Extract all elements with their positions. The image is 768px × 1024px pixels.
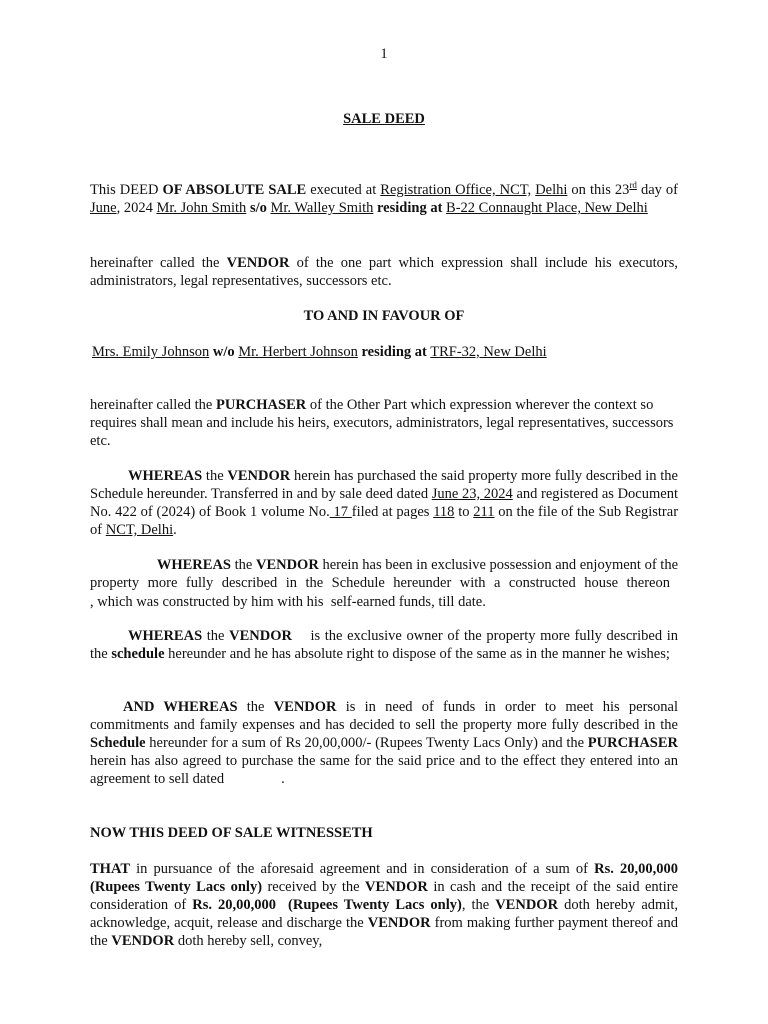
purchaser-role: PURCHASER	[587, 735, 678, 751]
text: from making further payment thereof and the	[90, 915, 678, 949]
text: executed at	[306, 182, 381, 198]
text: and registered as Document No. 422 of (2024) of Book 1 volume No.	[90, 486, 678, 520]
text: in cash and the receipt of the said entire consideration of	[90, 879, 678, 913]
purchaser-address: TRF-32, New Delhi	[430, 344, 547, 360]
whereas-clause-1	[90, 467, 678, 539]
text: herein has also agreed to purchase the same for the said price and to the effect they entered into an agreement to sell dated	[90, 753, 678, 787]
text: of the one part which expression shall include his executors, administrators, legal representatives, successors etc.	[90, 255, 678, 289]
purchaser-role: PURCHASER	[216, 397, 307, 413]
favour-heading-text: TO AND IN FAVOUR OF	[303, 308, 465, 324]
text: the	[231, 557, 256, 573]
text: hereinafter called the	[90, 255, 227, 271]
whereas-keyword: AND WHEREAS	[123, 699, 238, 715]
purchaser-name: Mrs. Emily Johnson	[92, 344, 210, 360]
residing-label: residing at	[361, 344, 427, 360]
witnesseth-heading	[90, 824, 373, 842]
whereas-clause-4	[90, 698, 678, 788]
whereas-clause-2	[90, 556, 678, 611]
text: .	[281, 771, 285, 787]
schedule-term: Schedule	[90, 735, 146, 751]
that-keyword: THAT	[90, 861, 131, 877]
text: to	[454, 504, 474, 520]
vendor-role: VENDOR	[273, 699, 337, 715]
vendor-address: B-22 Connaught Place, New Delhi	[446, 200, 648, 216]
vendor-role: VENDOR	[229, 628, 292, 644]
consideration-amount: Rs. 20,00,000 (Rupees Twenty Lacs only)	[192, 897, 462, 913]
residing-label: residing at	[377, 200, 443, 216]
whereas-keyword: WHEREAS	[156, 557, 231, 573]
page-start: 118	[433, 504, 455, 520]
vendor-role: VENDOR	[365, 879, 428, 895]
whereas-clause-3	[90, 627, 682, 663]
whereas-2-line-3: , which was constructed by him with his self-earned funds, till date.	[90, 594, 486, 610]
vendor-role: VENDOR	[367, 915, 431, 931]
consideration-amount: Rs. 20,00,000 (Rupees Twenty Lacs only)	[90, 861, 678, 895]
execution-month: June	[90, 200, 117, 216]
purchaser-clause	[90, 396, 680, 450]
text: the	[202, 628, 230, 644]
text: the	[202, 468, 228, 484]
text: hereunder for a sum of Rs 20,00,000/- (Rupees Twenty Lacs Only) and the	[145, 735, 588, 751]
text: on this 23	[567, 182, 630, 198]
text: day of	[636, 182, 679, 198]
text: in pursuance of the aforesaid agreement and in consideration of a sum of	[130, 861, 595, 877]
vendor-role: VENDOR	[111, 933, 175, 949]
execution-place: Registration Office, NCT,	[380, 182, 532, 198]
execution-city: Delhi	[535, 182, 568, 198]
witnesseth-heading-text: NOW THIS DEED OF SALE WITNESSETH	[90, 825, 373, 841]
sale-deed-date: June 23, 2024	[431, 486, 513, 502]
deed-type: OF ABSOLUTE SALE	[162, 182, 307, 198]
schedule-term: schedule	[111, 646, 165, 662]
deed-title-text: SALE DEED	[343, 111, 425, 127]
text: doth hereby sell, convey,	[174, 933, 323, 949]
vendor-role: VENDOR	[495, 897, 559, 913]
whereas-2-line-2: property more fully described in the Schedule hereunder with a constructed house thereon	[90, 575, 670, 591]
page-end: 211	[473, 504, 495, 520]
text: hereinafter called the	[90, 397, 216, 413]
text: hereunder and he has absolute right to dispose of the same as in the manner he wishes;	[164, 646, 670, 662]
deed-title	[0, 110, 768, 128]
relation-label: s/o	[249, 200, 267, 216]
purchaser-spouse-name: Mr. Herbert Johnson	[238, 344, 358, 360]
relation-label: w/o	[212, 344, 235, 360]
text: received by the	[262, 879, 366, 895]
vendor-role: VENDOR	[255, 557, 319, 573]
text: doth hereby admit, acknowledge, acquit, release and discharge the	[90, 897, 678, 931]
vendor-role: VENDOR	[226, 255, 290, 271]
text: on the file of the Sub Registrar of	[90, 504, 679, 538]
text: , 2024	[116, 200, 157, 216]
text: herein has purchased the said property more fully described in the Schedule hereunder. Transferred in and by sale deed dated	[90, 468, 678, 502]
vendor-father-name: Mr. Walley Smith	[270, 200, 374, 216]
intro-paragraph	[90, 181, 678, 217]
text: filed at pages	[351, 504, 434, 520]
text: , the	[461, 897, 496, 913]
whereas-keyword: WHEREAS	[128, 468, 203, 484]
text: of the Other Part which expression wherever the context so requires shall mean and include his heirs, executors, administrators, legal representatives, successors etc.	[90, 397, 674, 449]
day-ordinal: rd	[629, 180, 637, 191]
text: This DEED	[90, 182, 163, 198]
page-number: 1	[380, 46, 388, 62]
text: .	[173, 522, 177, 538]
text: herein has been in exclusive possession and enjoyment of the	[318, 557, 678, 573]
whereas-2-line-1	[90, 556, 678, 574]
whereas-keyword: WHEREAS	[128, 628, 203, 644]
volume-number: 17	[329, 504, 352, 520]
that-clause	[90, 860, 678, 950]
purchaser-line	[92, 343, 547, 361]
text: is in need of funds in order to meet his personal commitments and family expenses and has decided to sell the property more fully described in the	[90, 699, 679, 733]
favour-heading	[0, 307, 768, 325]
vendor-name: Mr. John Smith	[156, 200, 247, 216]
vendor-clause	[90, 254, 678, 290]
text: the	[237, 699, 274, 715]
registrar-office: NCT, Delhi	[105, 522, 174, 538]
vendor-role: VENDOR	[227, 468, 291, 484]
text: is the exclusive owner of the property more fully described in the	[90, 628, 682, 662]
